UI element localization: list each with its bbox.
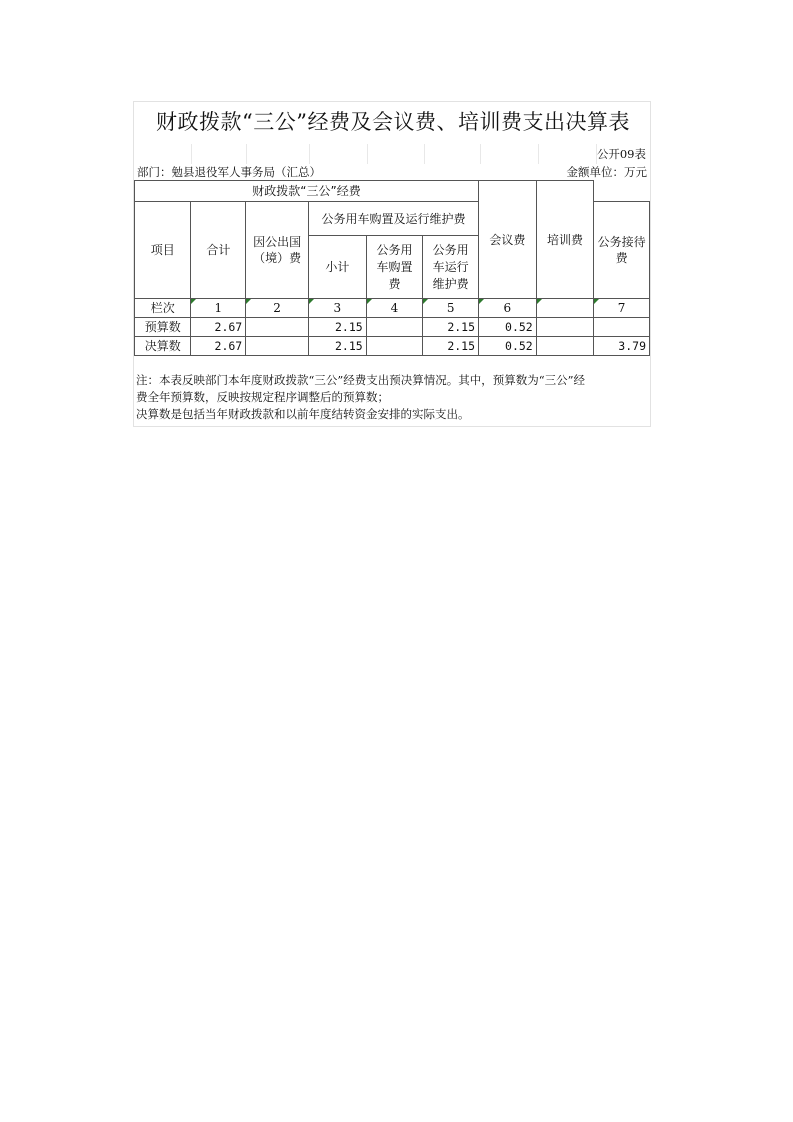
cell-value: 0.52: [479, 337, 537, 356]
cell-value: 0.52: [479, 318, 537, 337]
index-cell: 3: [309, 299, 367, 318]
row-label: 预算数: [135, 318, 191, 337]
cell-value: 2.15: [423, 318, 479, 337]
cell-value: 2.67: [191, 337, 246, 356]
cell-value: [246, 318, 309, 337]
header-reception: 公务接待费: [594, 202, 650, 299]
amount-unit-label: 金额单位：万元: [566, 165, 647, 179]
note-line: 决算数是包括当年财政拨款和以前年度结转资金安排的实际支出。: [136, 407, 470, 421]
report-title: 财政拨款“三公”经费及会议费、培训费支出决算表: [156, 110, 630, 134]
expense-table: [134, 180, 650, 356]
table-row: [135, 318, 650, 337]
cell-value: [366, 318, 423, 337]
header-item: 项目: [135, 202, 191, 299]
note-line: 注：本表反映部门本年度财政拨款“三公”经费支出预决算情况。其中，预算数为“三公”经: [136, 373, 586, 387]
index-row: [135, 299, 650, 318]
index-cell: 2: [246, 299, 309, 318]
cell-value: [536, 318, 593, 337]
cell-value: [366, 337, 423, 356]
cell-value: 2.15: [309, 337, 367, 356]
form-code: 公开09表: [596, 147, 646, 161]
header-meeting: 会议费: [479, 181, 537, 299]
table-row: [135, 337, 650, 356]
cell-value: 3.79: [594, 337, 650, 356]
blank-grid-row: [134, 144, 652, 164]
index-cell: 7: [594, 299, 650, 318]
cell-value: [246, 337, 309, 356]
header-vehicle-purchase: 公务用车购置费: [366, 236, 423, 299]
department-label: 部门：勉县退役军人事务局（汇总）: [137, 165, 321, 179]
index-cell: 6: [479, 299, 537, 318]
header-total: 合计: [191, 202, 246, 299]
table-note: [136, 372, 648, 423]
index-cell: [536, 299, 593, 318]
header-sangong-group: 财政拨款“三公”经费: [135, 181, 479, 202]
report-sheet: [133, 101, 651, 427]
header-vehicle-group: 公务用车购置及运行维护费: [309, 202, 479, 236]
header-subtotal: 小计: [309, 236, 367, 299]
cell-value: [594, 318, 650, 337]
cell-value: 2.67: [191, 318, 246, 337]
row-label: 决算数: [135, 337, 191, 356]
index-cell: 1: [191, 299, 246, 318]
header-training: 培训费: [536, 181, 593, 299]
index-cell: 5: [423, 299, 479, 318]
header-vehicle-operation: 公务用车运行维护费: [423, 236, 479, 299]
header-abroad: 因公出国（境）费: [246, 202, 309, 299]
index-row-label: 栏次: [135, 299, 191, 318]
note-line: 费全年预算数，反映按规定程序调整后的预算数；: [136, 390, 389, 404]
cell-value: 2.15: [309, 318, 367, 337]
cell-value: [536, 337, 593, 356]
index-cell: 4: [366, 299, 423, 318]
cell-value: 2.15: [423, 337, 479, 356]
